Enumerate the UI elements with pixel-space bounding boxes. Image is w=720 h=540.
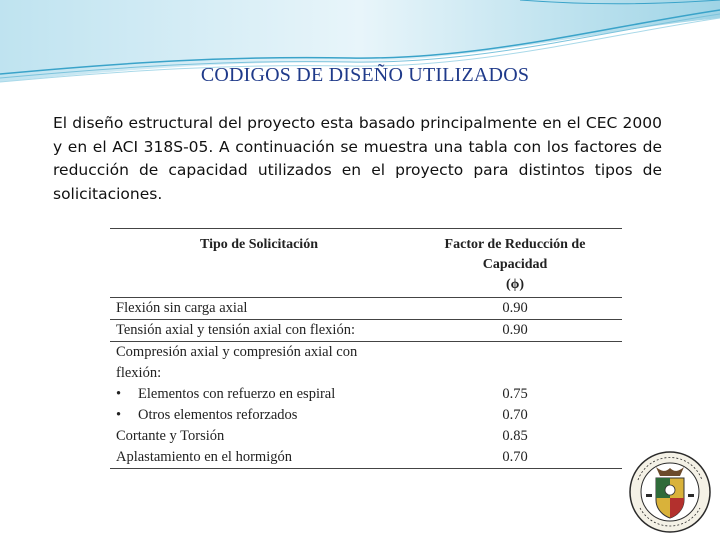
row-label: Otros elementos reforzados bbox=[138, 407, 298, 423]
table-row bbox=[110, 384, 622, 405]
table-row bbox=[110, 298, 622, 320]
row-value: 0.75 bbox=[502, 386, 528, 402]
bullet-icon: • bbox=[116, 407, 122, 423]
header-factor-line2: Capacidad bbox=[482, 257, 548, 272]
row-label: Compresión axial y compresión axial con bbox=[116, 344, 358, 360]
table-header-row bbox=[110, 229, 622, 298]
row-value bbox=[408, 342, 622, 364]
row-value bbox=[408, 363, 622, 384]
row-label: Elementos con refuerzo en espiral bbox=[138, 386, 336, 402]
slide-title: CODIGOS DE DISEÑO UTILIZADOS bbox=[200, 64, 530, 86]
row-value: 0.85 bbox=[502, 428, 528, 444]
table-row bbox=[110, 447, 622, 469]
row-label: Cortante y Torsión bbox=[116, 428, 225, 444]
row-value: 0.70 bbox=[502, 407, 528, 423]
bullet-icon: • bbox=[116, 386, 122, 402]
row-label: Tensión axial y tensión axial con flexión: bbox=[110, 320, 408, 342]
table-row bbox=[110, 342, 622, 364]
row-label: Flexión sin carga axial bbox=[110, 298, 408, 320]
row-label: Aplastamiento en el hormigón bbox=[110, 447, 408, 469]
table-row bbox=[110, 320, 622, 342]
row-value: 0.70 bbox=[408, 447, 622, 469]
header-solicitation-type: Tipo de Solicitación bbox=[110, 229, 408, 298]
intro-paragraph: El diseño estructural del proyecto esta basado principalmente en el CEC 2000 y en el ACI 318S-05. A continuación se muestra una tabla con los factores de reducción de capacidad utilizados en el proyecto para distintos tipos de solicitaciones. bbox=[53, 114, 662, 203]
row-label-bulleted bbox=[110, 384, 408, 405]
university-crest-logo bbox=[626, 450, 714, 535]
reduction-factor-table bbox=[110, 228, 622, 469]
row-value: 0.90 bbox=[408, 298, 622, 320]
row-label-bulleted bbox=[110, 405, 408, 426]
row-label: flexión: bbox=[116, 365, 162, 381]
table-row bbox=[110, 363, 622, 384]
header-factor-symbol: (ϕ) bbox=[505, 277, 525, 292]
header-factor-line1: Factor de Reducción de bbox=[444, 237, 586, 252]
header-reduction-factor bbox=[408, 229, 622, 298]
row-value: 0.90 bbox=[408, 320, 622, 342]
table-row bbox=[110, 426, 622, 447]
table-row bbox=[110, 405, 622, 426]
